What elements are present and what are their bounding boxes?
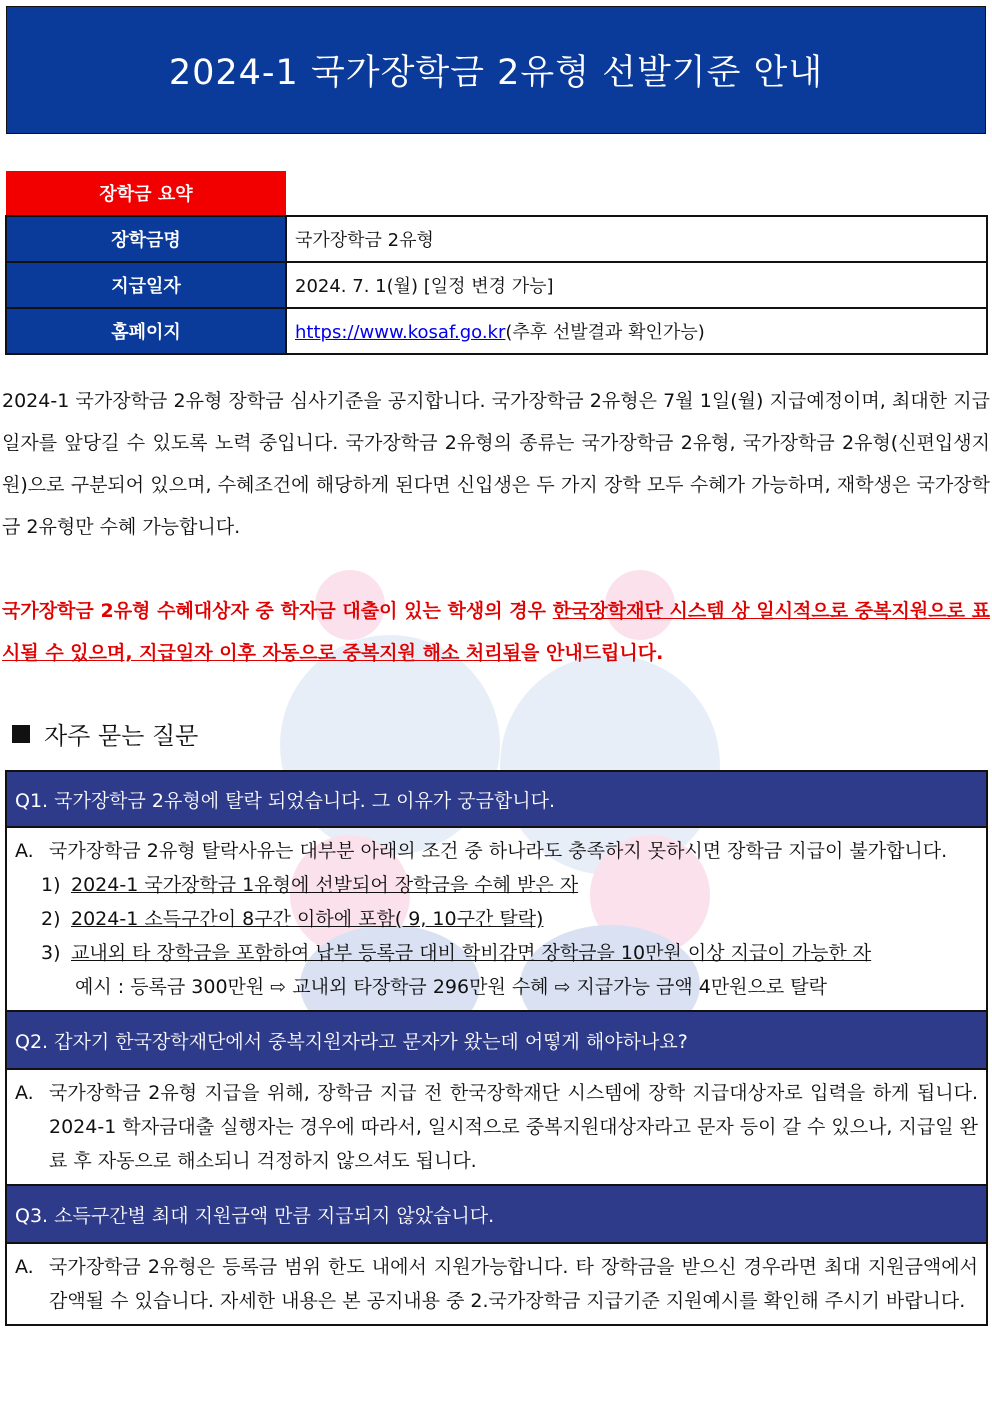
condition-list — [15, 868, 978, 970]
summary-header: 장학금 요약 — [6, 171, 286, 216]
page-title: 2024-1 국가장학금 2유형 선발기준 안내 — [168, 53, 824, 93]
intro-paragraph: 2024-1 국가장학금 2유형 장학금 심사기준을 공지합니다. 국가장학금 2유형은 7월 1일(월) 지급예정이며, 최대한 지급 일자를 앞당길 수 있도록 노력 중입니다. 국가장학금 2유형의 종류는 국가장학금 2유형, 국가장학금 2유형(신편입생지원)으로 구분되어 있으며, 수혜조건에 해당하게 된다면 신입생은 두 가지 장학 모두 수혜가 가능하며, 재학생은 국가장학금 2유형만 수혜 가능합니다. — [2, 390, 990, 538]
summary-value — [286, 308, 987, 354]
faq-answer: A. 국가장학금 2유형 지급을 위해, 장학금 지급 전 한국장학재단 시스템에 장학 지급대상자로 입력을 하게 됩니다. 2024-1 학자금대출 실행자는 경우에 따라서, 일시적으로 중복지원대상자라고 문자 등이 갈 수 있으나, 지급일 완료 후 자동으로 해소되니 걱정하지 않으셔도 됩니다. — [7, 1070, 986, 1186]
faq-question: Q1. 국가장학금 2유형에 탈락 되었습니다. 그 이유가 궁금합니다. — [7, 772, 986, 828]
faq-answer: A. 국가장학금 2유형은 등록금 범위 한도 내에서 지원가능합니다. 타 장학금을 받으신 경우라면 최대 지원금액에서 감액될 수 있습니다. 자세한 내용은 본 공지내용 중 2.국가장학금 지급기준 지원예시를 확인해 주시기 바랍니다. — [15, 1256, 978, 1312]
faq-answer: A. 국가장학금 2유형 탈락사유는 대부분 아래의 조건 중 하나라도 충족하지 못하시면 장학금 지급이 불가합니다. 1) 2024-1 국가장학금 1유형에 선발되어 장학금을 수혜 받은 자 2) 2024-1 소득구간이 8구간 이하에 포함( 9, 10구간 탈락) 3) 교내외 타 장학금을 포함하여 납부 등록금 대비 학비감면 장학금을 10만원 이상 지급이 가능한 자 예시 : 등록금 300만원 ⇨ 교내외 타장학금 296만원 수혜 ⇨ 지급가능 금액 4만원으로 탈락 — [7, 828, 986, 1012]
faq-question: Q2. 갑자기 한국장학재단에서 중복지원자라고 문자가 왔는데 어떻게 해야하나요? — [7, 1012, 986, 1070]
summary-row — [6, 262, 987, 308]
summary-label: 지급일자 — [6, 262, 286, 308]
square-bullet-icon — [12, 725, 30, 743]
list-item: 1) 2024-1 국가장학금 1유형에 선발되어 장학금을 수혜 받은 자 — [41, 874, 579, 896]
summary-label: 홈페이지 — [6, 308, 286, 354]
example-text: 예시 : 등록금 300만원 ⇨ 교내외 타장학금 296만원 수혜 ⇨ 지급가능 금액 4만원으로 탈락 — [75, 976, 827, 998]
summary-row — [6, 308, 987, 354]
title-banner — [6, 6, 986, 134]
summary-value: 국가장학금 2유형 — [286, 216, 987, 262]
summary-row — [6, 216, 987, 262]
faq-table — [5, 770, 988, 1326]
homepage-link[interactable]: https://www.kosaf.go.kr — [295, 322, 506, 343]
summary-value: 2024. 7. 1(월) [일정 변경 가능] — [286, 262, 987, 308]
homepage-note: (추후 선발결과 확인가능) — [505, 322, 705, 343]
notice-paragraph: 국가장학금 2유형 수혜대상자 중 학자금 대출이 있는 학생의 경우 한국장학재단 시스템 상 일시적으로 중복지원으로 표시될 수 있으며, 지급일자 이후 자동으로 중복지원 해소 처리됨을 안내드립니다. — [2, 600, 990, 664]
faq-heading: 자주 묻는 질문 — [12, 716, 198, 751]
summary-table — [5, 171, 988, 355]
list-item: 3) 교내외 타 장학금을 포함하여 납부 등록금 대비 학비감면 장학금을 10만원 이상 지급이 가능한 자 — [41, 942, 872, 964]
faq-question: Q3. 소득구간별 최대 지원금액 만큼 지급되지 않았습니다. — [7, 1186, 986, 1244]
notice-emphasis: 한국장학재단 시스템 상 일시적으로 중복지원으로 표시될 수 있으며, 지급일자 이후 자동으로 중복지원 해소 처리됨 — [2, 600, 990, 664]
list-item: 2) 2024-1 소득구간이 8구간 이하에 포함( 9, 10구간 탈락) — [41, 908, 544, 930]
summary-label: 장학금명 — [6, 216, 286, 262]
